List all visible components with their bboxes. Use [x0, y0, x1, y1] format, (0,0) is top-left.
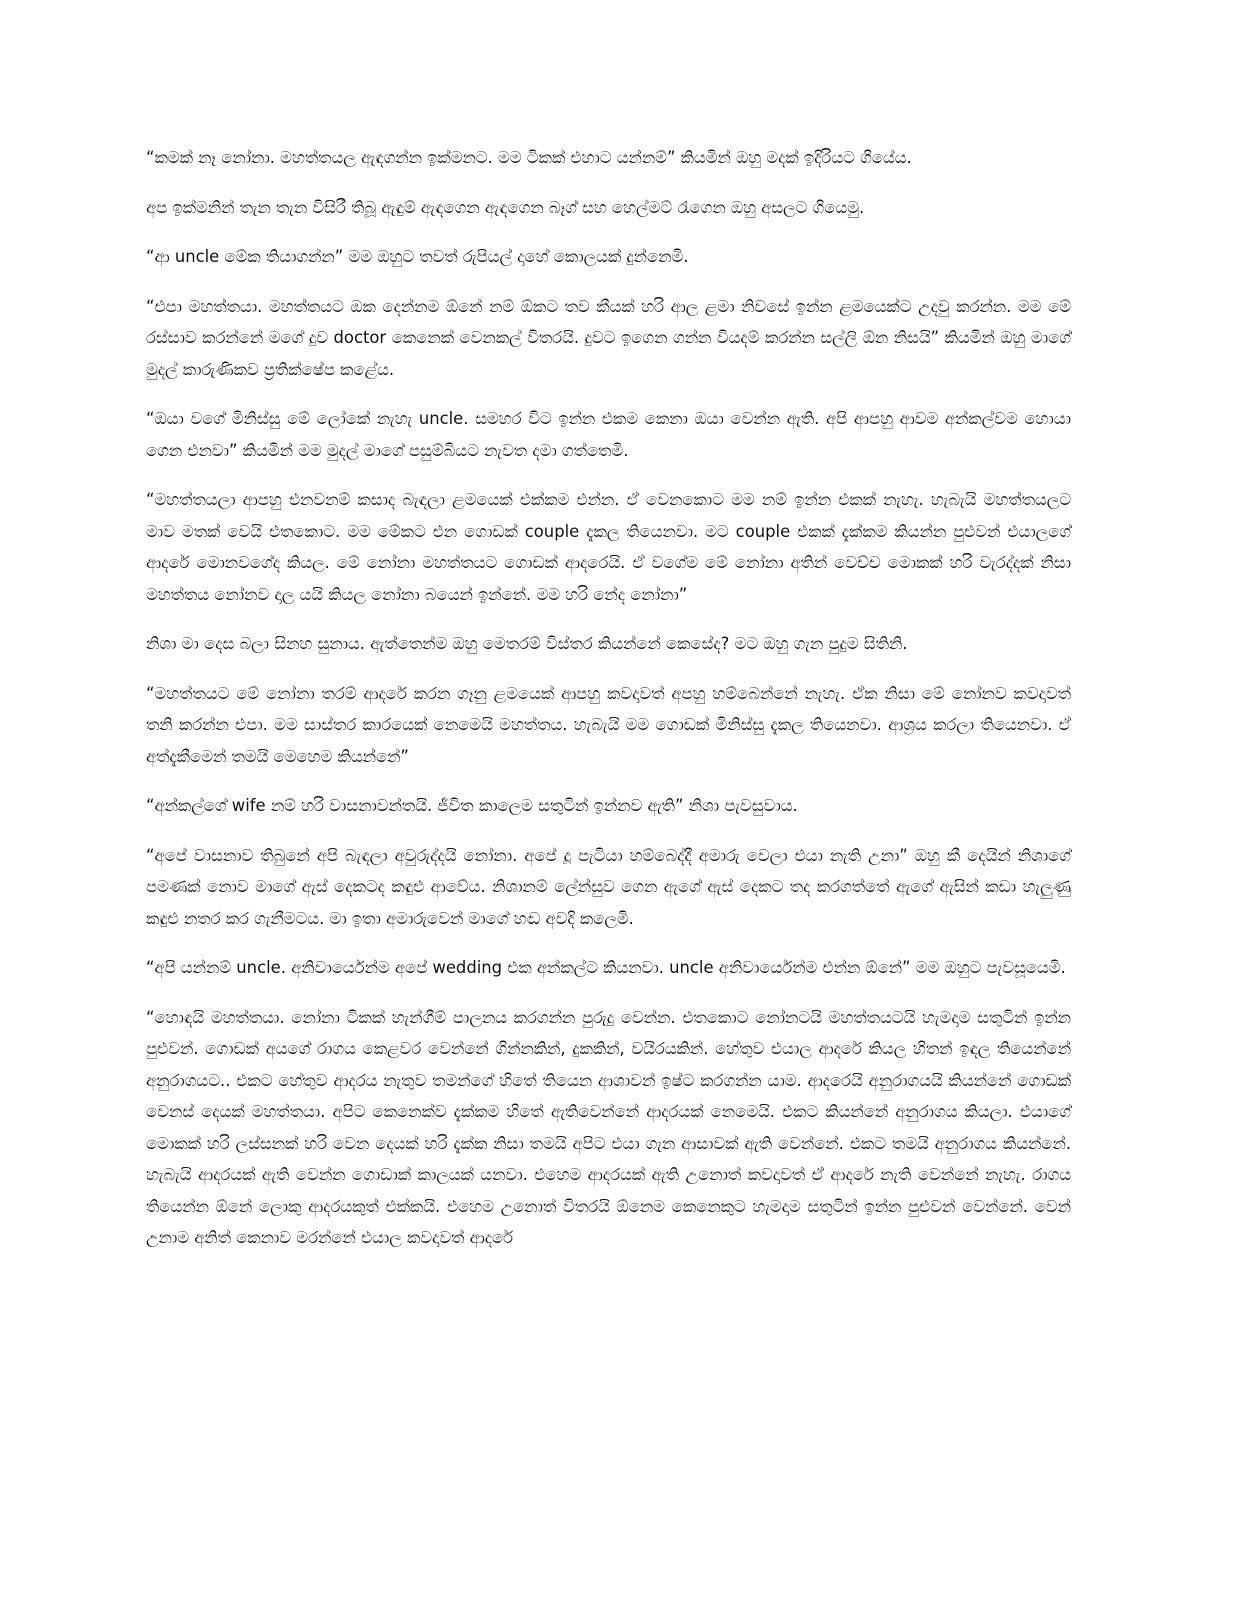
paragraph-7: නිශා මා දෙස බලා සිනහ සුනාය. ඇත්තෙන්ම ඔහු මෙතරම් විස්තර කියන්නේ කෙසේද? මට ඔහු ගැන පුදුම සිතිනි. — [146, 634, 908, 653]
paragraph-9: “අන්කල්ගේ wife නම් හරි වාසනාවන්තයි. ජීවිත කාලෙම සතුටින් ඉන්නව ඇති” නිශා පැවසුවාය. — [146, 796, 798, 815]
paragraph-4: “එපා මහත්තයා. මහත්තයට ඔක දෙන්නම ඕනේ නම් ඕකට තව කීයක් හරි ආල ළමා නිවසේ ඉන්න ළමයෙක්ට උදවු කරන්න. මම මේ රස්සාව කරන්නේ මගේ දුව doctor කෙනෙක් වෙනකල් විතරයි. දුවට ඉගෙන ගන්න වියදම් කරන්න සල්ලි ඕන නිසයි” කියමින් ඔහු මාගේ මුදල් කාරුණිකව ප්‍රතික්ෂේප කළේය. — [146, 296, 1071, 379]
paragraph-3: “ආ uncle මේක තියාගන්න” මම ඔහුට තවත් රුපියල් දාහේ කොලයක් දුන්නෙමි. — [146, 247, 689, 266]
paragraph-6: “මහත්තයලා ආපහු එනවනම් කසාද බැඳලා ළමයෙක් එක්කම එන්න. ඒ වෙනකොට මම නම් ඉන්න එකක් නැහැ. හැබැයි මහත්තයලට මාව මතක් වෙයි එතකොට. මම මේකට එන ගොඩක් couple දැකල තියෙනවා. මට couple එකක් දැක්කම කියන්න පුළුවන් එයාලගේ ආදරේ මොනවගේද කියල. මේ නෝනා මහත්තයට ගොඩක් ආදරෙයි. ඒ වගේම මේ නෝනා අතින් වෙච්ච මොකක් හරි වැරද්දක් නිසා මහත්තය නෝනව දාල යයි කියල නෝනා බයෙන් ඉන්නේ. මම හරි නේද නෝනා” — [146, 490, 1071, 604]
paragraph-10: “අපේ වාසනාව තිබුනේ අපි බැඳලා අවුරුද්දයි නෝනා. අපේ දූ පැටියා හම්බෙද්දී අමාරු වෙලා එයා නැති උනා” ඔහු කී දෙයින් නිශාගේ පමණක් නොව මාගේ ඇස් දෙකටද කඳුළු ආවේය. නිශානම් ලේන්සුව ගෙන ඇගේ ඇස් දෙකට තද කරගත්තේ ඇගේ ඇසින් කඩා හැලුණු කඳුළු නතර කර ගැනීමටය. මා ඉතා අමාරුවෙන් මාගේ හඬ අවදි කලෙමි. — [146, 845, 1071, 928]
paragraph-11: “අපි යන්නම් uncle. අනිවාර්යෙන්ම අපේ wedding එක අන්කල්ට කියනවා. uncle අනිවාර්යෙන්ම එන්න ඕනේ” මම ඔහුට පැවසූයෙමි. — [146, 958, 1066, 977]
story-body — [146, 142, 1071, 1254]
paragraph-12: “හොඳයි මහත්තයා. නෝනා ටිකක් හැන්ගීම් පාලනය කරගන්න පුරුදු වෙන්න. එතකොට නෝනටයි මහත්තයටයි හැමදාම සතුටින් ඉන්න පුළුවන්. ගොඩක් අයගේ රාගය කෙළවර වෙන්නේ ගින්නකින්, දුකකින්, වයිරයකින්. හේතුව එයාල ආදරේ කියල හිතන් ඉඳල තියෙන්නේ අනුරාගයට.. එකට හේතුව ආදරය නැතුව තමන්ගේ හිතේ තියෙන ආශාවන් ඉෂ්ට කරගන්න යාම. ආදරෙයි අනුරාගයයි කියන්නේ ගොඩක් වෙනස් දෙයක් මහත්තයා. අපිට කෙනෙක්ව දැක්කම හිතේ ඇතිවෙන්නේ ආදරයක් නෙමෙයි. එකට කියන්නේ අනුරාගය කියලා. එයාගේ මොකක් හරි ලස්සනක් හරි වෙන දෙයක් හරි දැක්ක නිසා තමයි අපිට එයා ගැන ආසාවක් ඇති වෙන්නේ. එකට තමයි අනුරාගය කියන්නේ. හැබැයි ආදරයක් ඇති වෙන්න ගොඩාක් කාලයක් යනවා. එහෙම ආදරයක් ඇති උනොත් කවදාවත් ඒ ආදරේ නැති වෙන්නේ නැහැ. රාගය තියෙන්න ඕනේ ලොකු ආදරයකුත් එක්කයි. එහෙම උනොත් විතරයි ඕනෙම කෙනෙකුට හැමදාම සතුටින් ඉන්න පුළුවන් වෙන්නේ. වෙන් උනාම අනිත් කෙනාව මරන්නේ එයාල කවදාවත් ආදරේ — [146, 1007, 1071, 1247]
paragraph-5: “ඔයා වගේ මිනිස්සු මේ ලෝකේ නැහැ uncle. සමහර විට ඉන්න එකම කෙනා ඔයා වෙන්න ඇති. අපි ආපහු ආවම අන්කල්වම හොයා ගෙන එනවා” කියමින් මම මුදල් මාගේ පසුම්බියට නැවත දමා ගත්තෙමි. — [146, 409, 1071, 460]
paragraph-8: “මහත්තයට මේ නෝනා තරම් ආදරේ කරන ගෑනු ළමයෙක් ආපහු කවදාවත් අපහු හම්බෙන්නේ නැහැ. ඒක නිසා මේ නෝනව කවදාවත් තනි කරන්න එපා. මම සාස්තර කාරයෙක් නෙමෙයි මහත්තය. හැබැයි මම ගොඩක් මිනිස්සු දැකල තියෙනවා. ආශ්‍රය කරලා තියෙනවා. ඒ අත්දැකීමෙන් තමයි මෙහෙම කියන්නේ” — [146, 683, 1071, 766]
paragraph-2: අප ඉක්මනින් තැන තැන විසිරී තිබූ ඇඳුම් ඇඳගෙන ඇඳගෙන බෑග් සහ හෙල්මට් රැගෙන ඔහු අසලට ගියෙමු. — [146, 197, 865, 217]
paragraph-1: “කමක් නෑ නෝනා. මහත්තයල ඇඳගන්න ඉක්මනට. මම ටිකක් එහාට යන්නම්” කියමින් ඔහු මදක් ඉදිරියට ගියේය. — [146, 148, 912, 167]
